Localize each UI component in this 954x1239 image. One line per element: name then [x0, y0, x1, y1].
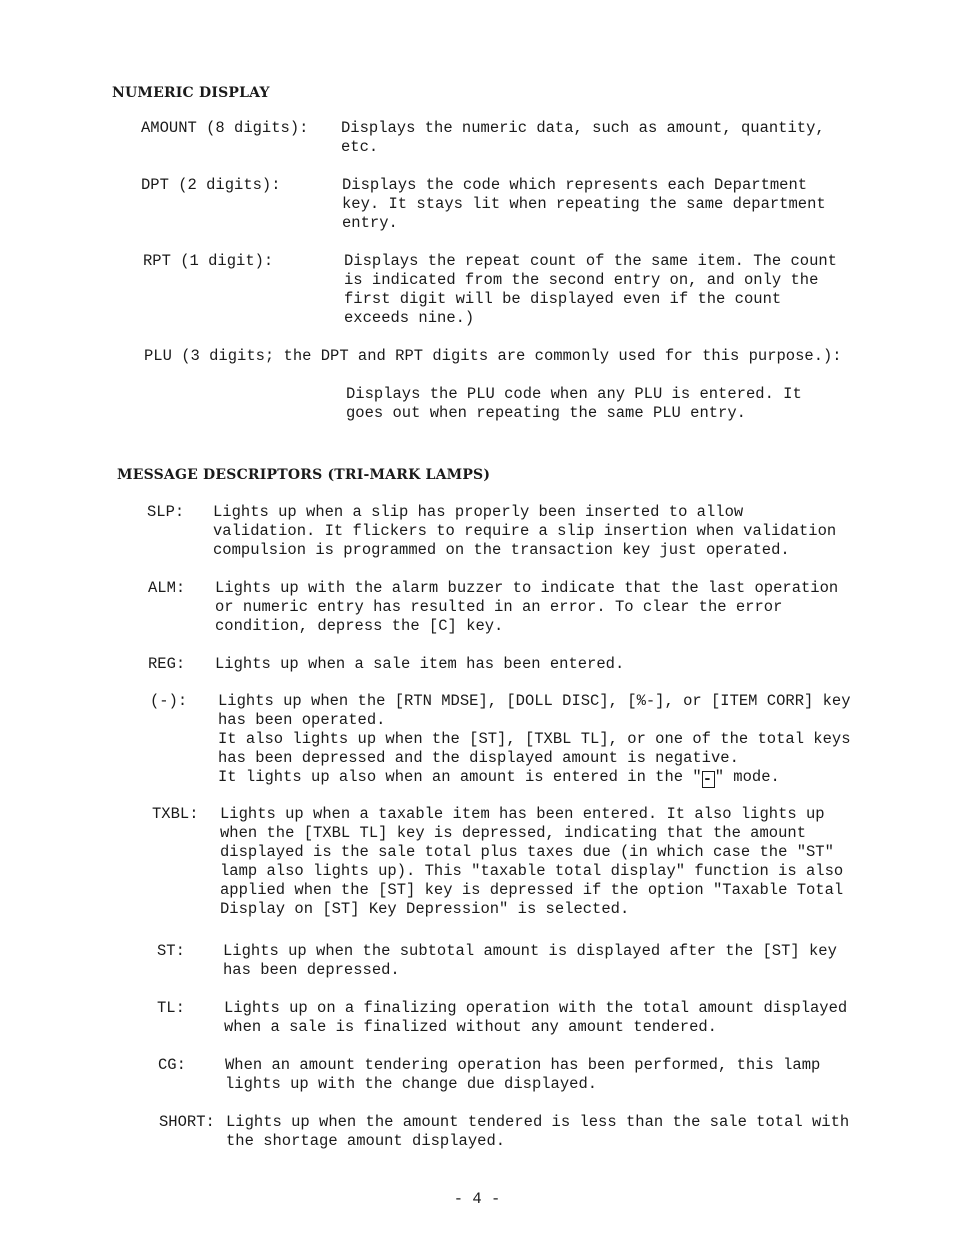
desc-line: compulsion is programmed on the transaction key just operated. — [213, 541, 790, 559]
txbl-description — [220, 805, 872, 919]
dpt-description — [342, 176, 858, 233]
short-term: SHORT: — [159, 1113, 215, 1131]
desc-line: entry. — [342, 214, 398, 232]
desc-line: Lights up when a slip has properly been inserted to allow — [213, 503, 744, 521]
minus-term: (-): — [150, 692, 188, 710]
reg-description — [215, 655, 867, 674]
tl-term: TL: — [157, 999, 185, 1017]
desc-line: has been operated. — [218, 711, 386, 729]
desc-line: Lights up when the [RTN MDSE], [DOLL DISC], [%-], or [ITEM CORR] key — [218, 692, 851, 710]
desc-line: when a sale is finalized without any amount tendered. — [224, 1018, 717, 1036]
rpt-term: RPT (1 digit): — [143, 252, 274, 270]
desc-line: Lights up when the amount tendered is less than the sale total with — [226, 1113, 850, 1131]
desc-line: has been depressed. — [223, 961, 400, 979]
desc-line: Displays the PLU code when any PLU is entered. It — [346, 385, 802, 403]
minus-mode-key-symbol: - — [702, 771, 715, 788]
tl-description — [224, 999, 876, 1037]
desc-line: the shortage amount displayed. — [226, 1132, 506, 1150]
desc-line: etc. — [341, 138, 379, 156]
message-descriptors-heading: MESSAGE DESCRIPTORS (TRI-MARK LAMPS) — [117, 467, 491, 483]
desc-line: Lights up with the alarm buzzer to indicate that the last operation — [215, 579, 839, 597]
desc-line: Lights up when a taxable item has been entered. It also lights up — [220, 805, 825, 823]
desc-line — [218, 768, 874, 788]
desc-line: Lights up when the subtotal amount is displayed after the [ST] key — [223, 942, 837, 960]
desc-line: goes out when repeating the same PLU entry. — [346, 404, 746, 422]
st-description — [223, 942, 875, 980]
plu-description — [346, 385, 862, 423]
desc-line: lamp also lights up). This "taxable total display" function is also — [220, 862, 844, 880]
minus-description — [218, 692, 874, 788]
desc-line: validation. It flickers to require a slip insertion when validation — [213, 522, 837, 540]
slp-description — [213, 503, 865, 560]
page-number: - 4 - — [453, 1190, 501, 1208]
desc-line: when the [TXBL TL] key is depressed, indicating that the amount — [220, 824, 806, 842]
desc-line: It also lights up when the [ST], [TXBL TL], or one of the total keys — [218, 730, 851, 748]
desc-line: or numeric entry has resulted in an error. To clear the error — [215, 598, 783, 616]
rpt-description — [344, 252, 860, 328]
short-description — [226, 1113, 878, 1151]
txbl-term: TXBL: — [152, 805, 199, 823]
desc-line: first digit will be displayed even if the count — [344, 290, 782, 308]
numeric-display-heading: NUMERIC DISPLAY — [112, 85, 270, 101]
desc-line: condition, depress the [C] key. — [215, 617, 504, 635]
cg-term: CG: — [158, 1056, 186, 1074]
desc-line: is indicated from the second entry on, and only the — [344, 271, 819, 289]
dpt-term: DPT (2 digits): — [141, 176, 281, 194]
slp-term: SLP: — [147, 503, 185, 521]
reg-term: REG: — [148, 655, 186, 673]
desc-line: Lights up when a sale item has been entered. — [215, 655, 625, 673]
desc-line: displayed is the sale total plus taxes due (in which case the "ST" — [220, 843, 834, 861]
desc-line: applied when the [ST] key is depressed if the option "Taxable Total — [220, 881, 844, 899]
desc-line: Lights up on a finalizing operation with the total amount displayed — [224, 999, 848, 1017]
desc-line: Displays the code which represents each Department — [342, 176, 808, 194]
desc-line: exceeds nine.) — [344, 309, 475, 327]
desc-line: lights up with the change due displayed. — [225, 1075, 598, 1093]
desc-line: Displays the numeric data, such as amount, quantity, — [341, 119, 825, 137]
desc-line-text: " mode. — [714, 768, 780, 786]
desc-line: Display on [ST] Key Depression" is selected. — [220, 900, 630, 918]
desc-line: Displays the repeat count of the same item. The count — [344, 252, 837, 270]
amount-term: AMOUNT (8 digits): — [141, 119, 309, 137]
amount-description — [341, 119, 857, 157]
desc-line: key. It stays lit when repeating the same department — [342, 195, 826, 213]
cg-description — [225, 1056, 877, 1094]
desc-line: When an amount tendering operation has been performed, this lamp — [225, 1056, 821, 1074]
st-term: ST: — [157, 942, 185, 960]
desc-line: has been depressed and the displayed amount is negative. — [218, 749, 739, 767]
plu-term: PLU (3 digits; the DPT and RPT digits are commonly used for this purpose.): — [144, 347, 842, 365]
alm-term: ALM: — [148, 579, 186, 597]
alm-description — [215, 579, 867, 636]
desc-line-text: It lights up also when an amount is entered in the " — [218, 768, 702, 786]
